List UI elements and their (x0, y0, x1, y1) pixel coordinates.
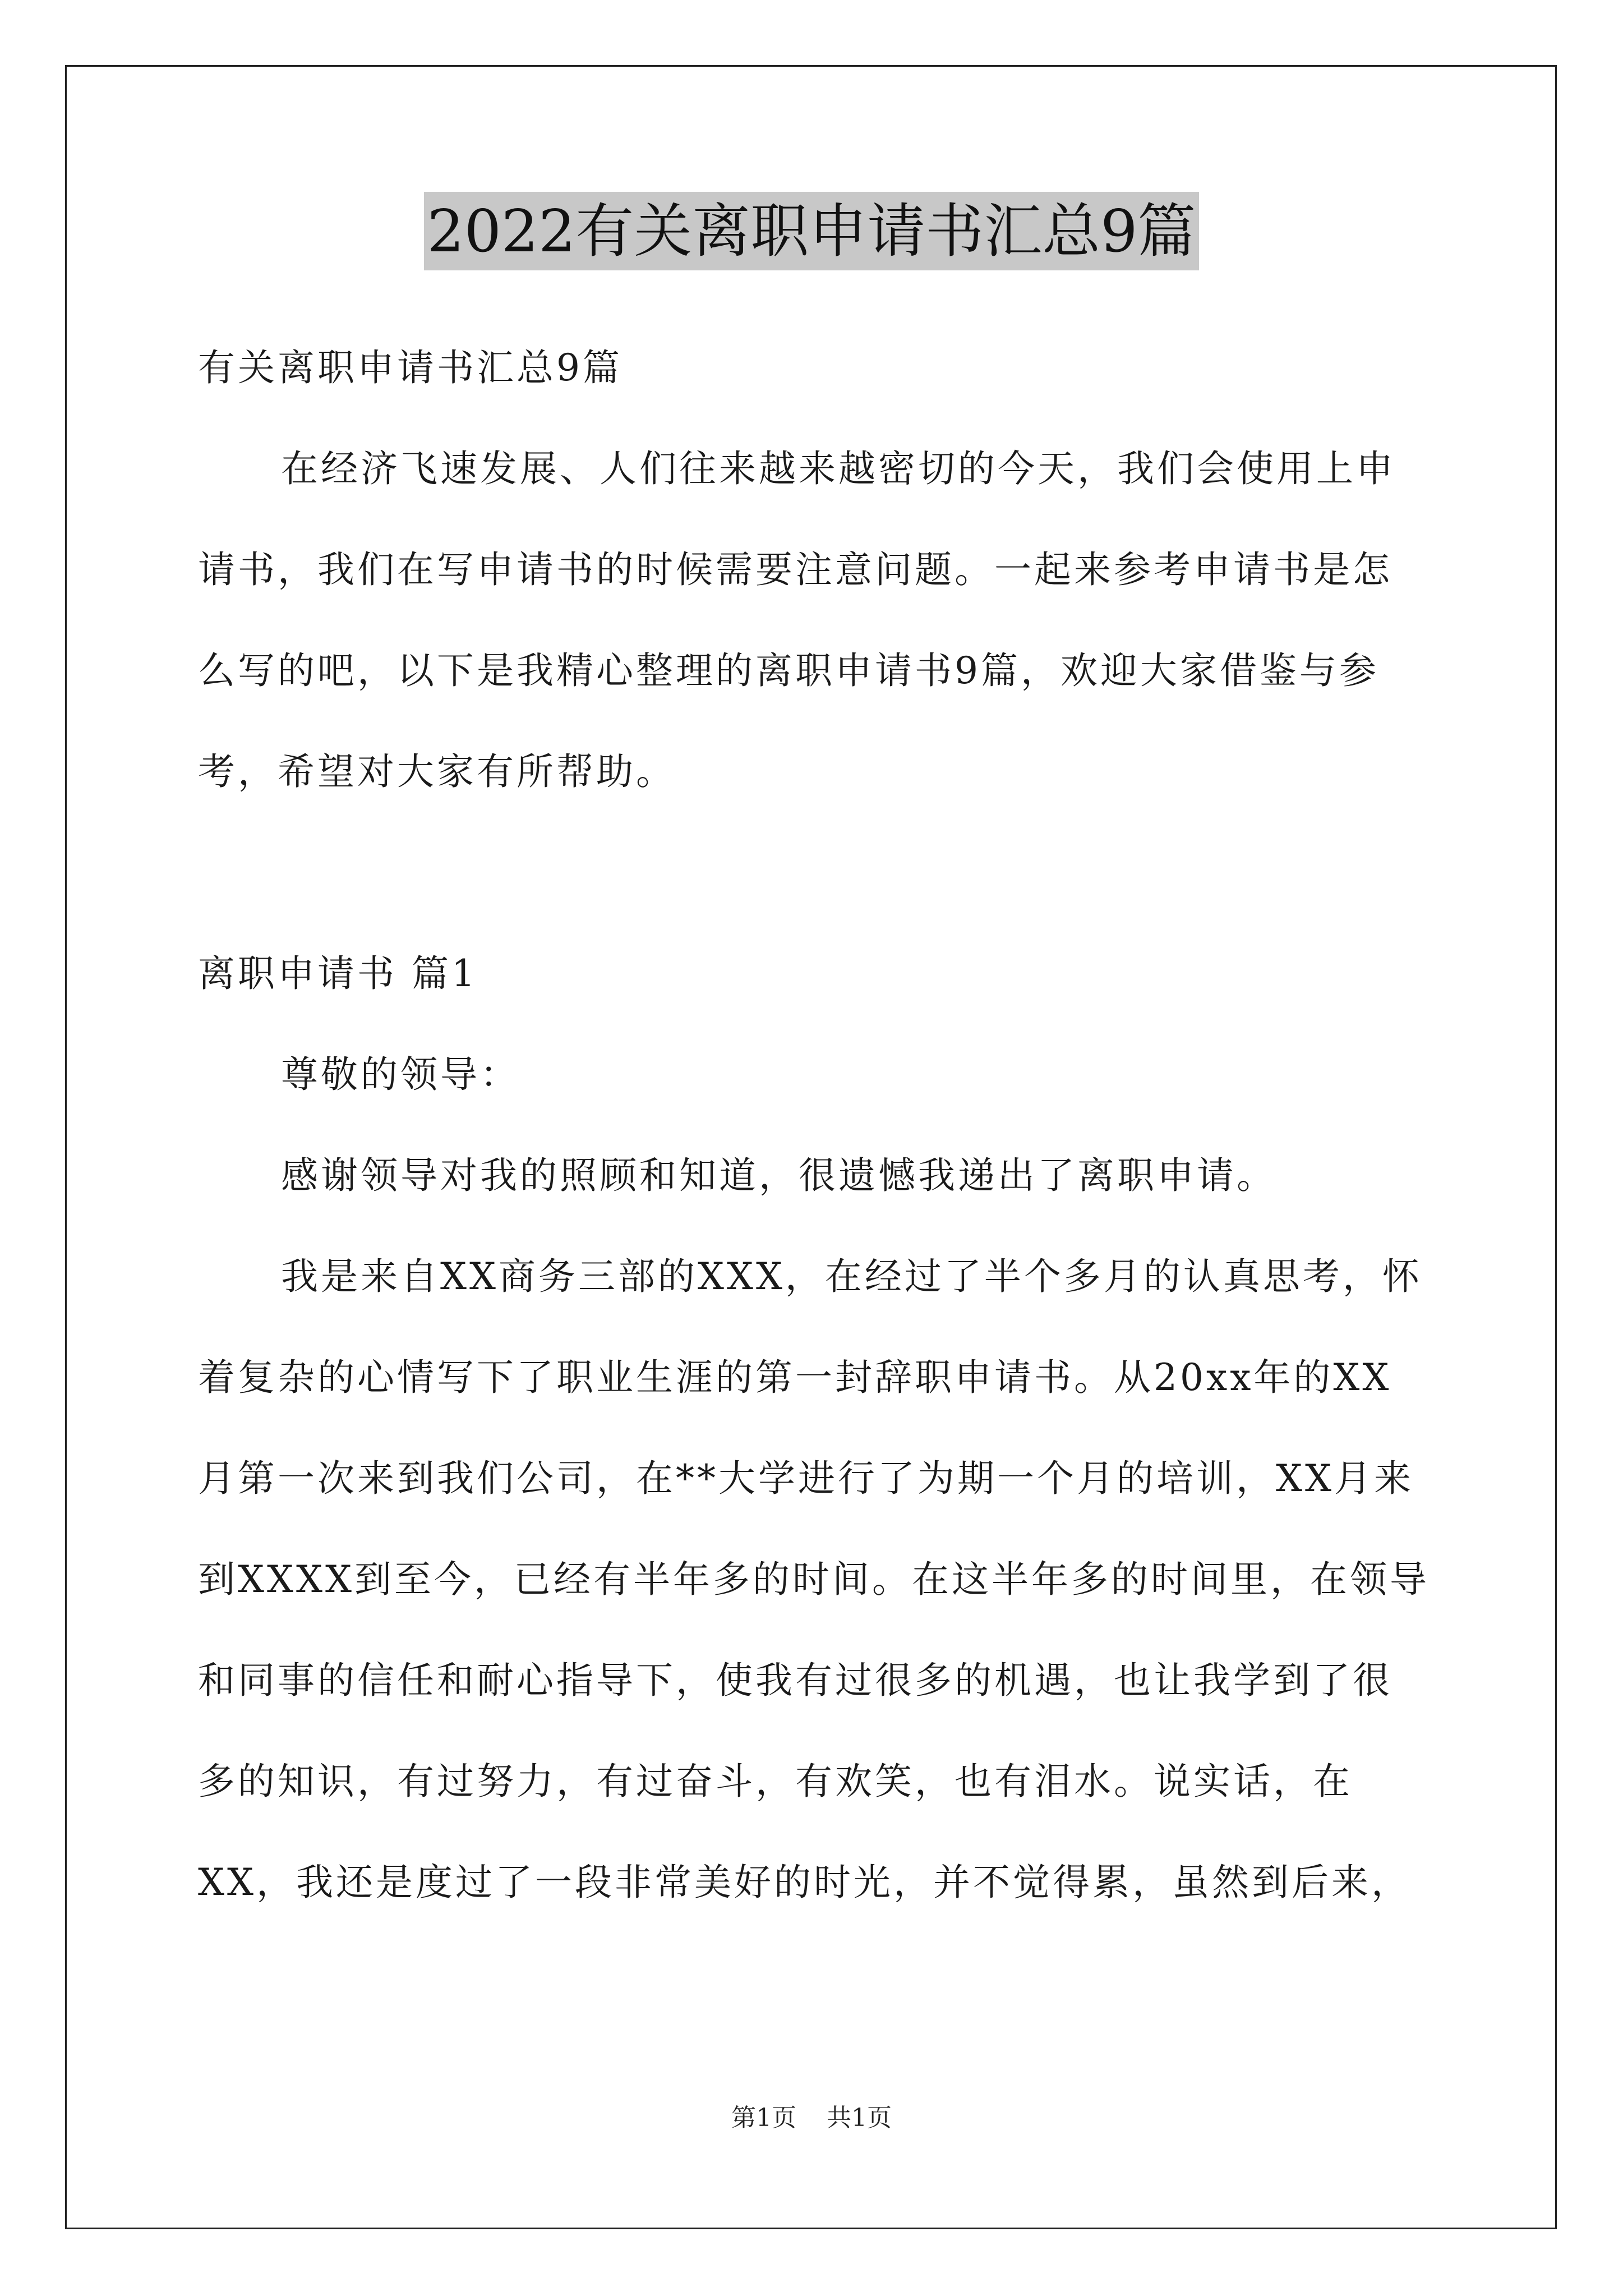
intro-line: 么写的吧，以下是我精心整理的离职申请书9篇，欢迎大家借鉴与参 (198, 649, 1379, 692)
section-heading: 离职申请书 篇1 (198, 952, 478, 995)
title-container (0, 192, 1623, 270)
salutation: 尊敬的领导： (281, 1053, 520, 1096)
page-footer (0, 2101, 1623, 2135)
document-subtitle: 有关离职申请书汇总9篇 (198, 346, 623, 389)
paragraph-line: 多的知识，有过努力，有过奋斗，有欢笑，也有泪水。说实话，在 (198, 1760, 1353, 1803)
paragraph-line: 和同事的信任和耐心指导下，使我有过很多的机遇，也让我学到了很 (198, 1659, 1393, 1702)
paragraph-line: 我是来自XX商务三部的XXX，在经过了半个多月的认真思考，怀 (281, 1255, 1422, 1298)
intro-line: 请书，我们在写申请书的时候需要注意问题。一起来参考申请书是怎 (198, 548, 1393, 591)
paragraph-gap (198, 822, 1432, 923)
paragraph-line: 到XXXX到至今，已经有半年多的时间。在这半年多的时间里，在领导 (198, 1558, 1430, 1601)
intro-line: 考，希望对大家有所帮助。 (198, 750, 676, 793)
paragraph-line: 着复杂的心情写下了职业生涯的第一封辞职申请书。从20xx年的XX (198, 1356, 1392, 1399)
document-title: 2022有关离职申请书汇总9篇 (424, 192, 1200, 270)
paragraph-line: XX，我还是度过了一段非常美好的时光，并不觉得累，虽然到后来， (198, 1861, 1411, 1904)
paragraph-line: 感谢领导对我的照顾和知道，很遗憾我递出了离职申请。 (281, 1154, 1276, 1197)
page-total: 共1页 (827, 2104, 892, 2132)
page-number: 第1页 (731, 2104, 796, 2132)
intro-line: 在经济飞速发展、人们往来越来越密切的今天，我们会使用上申 (281, 447, 1396, 490)
paragraph-line: 月第一次来到我们公司，在**大学进行了为期一个月的培训，XX月来 (198, 1457, 1414, 1500)
document-body (198, 318, 1432, 1933)
